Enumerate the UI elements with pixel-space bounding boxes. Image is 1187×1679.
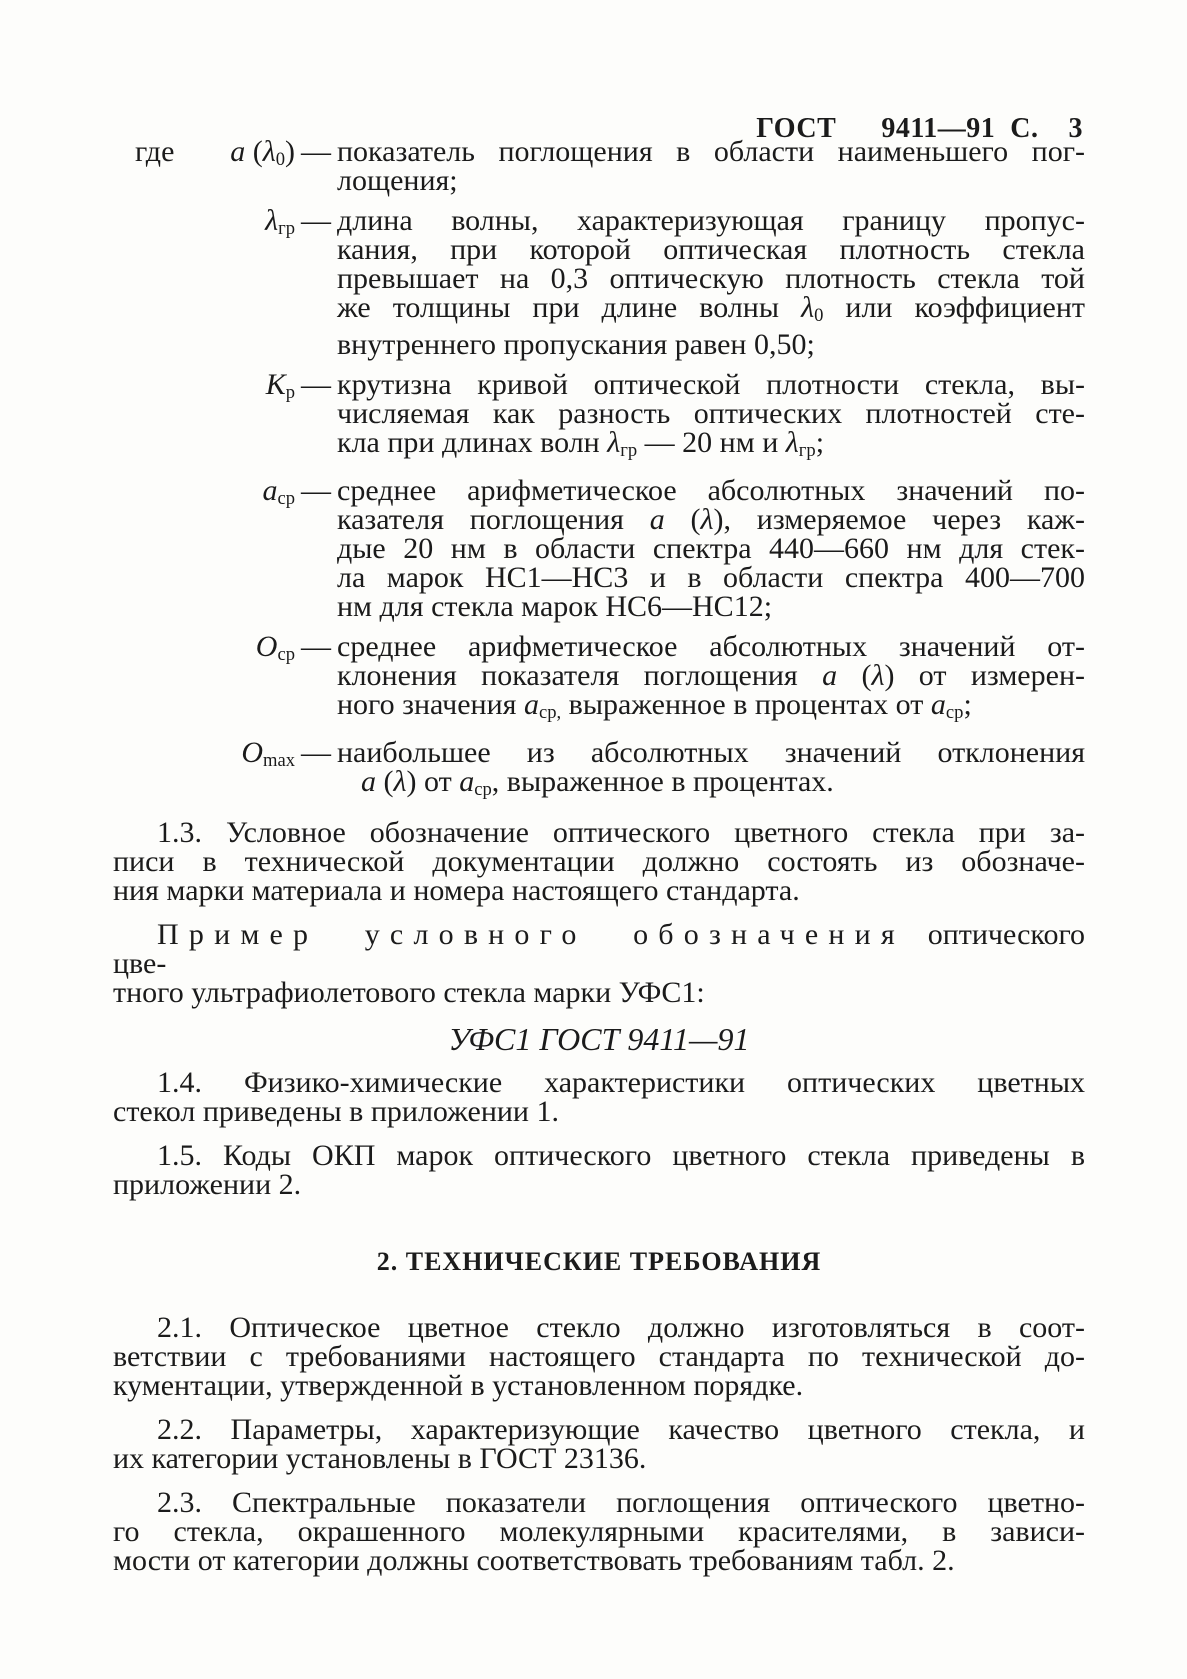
text-line bbox=[113, 1413, 1085, 1447]
definition-symbol bbox=[113, 476, 295, 621]
text-line bbox=[337, 137, 1085, 166]
text-line bbox=[337, 690, 1085, 727]
text-line bbox=[337, 503, 1086, 537]
definition-symbol bbox=[113, 370, 295, 465]
text-line bbox=[337, 206, 1085, 235]
definition-text bbox=[337, 204, 1085, 362]
text-segment: гр bbox=[278, 218, 295, 240]
definition-dash: — bbox=[301, 204, 331, 237]
text-line bbox=[337, 474, 1085, 508]
text-segment: , выраженное в процентах. bbox=[491, 765, 834, 799]
paragraph bbox=[113, 816, 1085, 908]
text-segment: писи в технической документации должно состоять из обозначе- bbox=[113, 845, 1085, 879]
text-segment: числяемая как разность оптических плотностей сте- bbox=[337, 397, 1085, 431]
text-line bbox=[337, 590, 1085, 624]
definition-item bbox=[113, 137, 1085, 195]
text-segment: 1.4. Физико-химические характеристики оптических цветных bbox=[157, 1066, 1085, 1100]
paragraph bbox=[113, 1486, 1085, 1578]
text-segment: а bbox=[459, 765, 475, 799]
text-segment: ср bbox=[277, 488, 295, 510]
text-line bbox=[337, 630, 1085, 664]
text-line bbox=[337, 659, 1085, 693]
text-segment: тного ультрафиолетового стекла марки УФС1: bbox=[113, 976, 705, 1010]
definition-text bbox=[337, 137, 1085, 195]
definition-text bbox=[337, 474, 1086, 624]
definition-dash: — bbox=[301, 368, 331, 402]
text-segment: ) bbox=[285, 135, 295, 168]
definition-dash: — bbox=[301, 630, 331, 664]
text-segment: 2. ТЕХНИЧЕСКИЕ ТРЕБОВАНИЯ bbox=[376, 1247, 822, 1277]
text-segment: λ bbox=[785, 426, 799, 460]
text-line bbox=[113, 1095, 1085, 1129]
text-segment: длина волны, характеризующая границу пропус- bbox=[337, 204, 1085, 237]
paragraph bbox=[113, 1139, 1085, 1202]
text-segment: ср, bbox=[538, 702, 562, 724]
text-segment: кла при длинах волн bbox=[337, 426, 608, 460]
text-segment: дые 20 нм в области спектра 440—660 нм для стек- bbox=[337, 532, 1085, 566]
definition-item bbox=[113, 738, 1085, 804]
text-line bbox=[337, 428, 1085, 465]
text-line bbox=[113, 816, 1085, 850]
text-segment: превышает на 0,3 оптическую плотность стекла той bbox=[337, 262, 1085, 295]
text-segment: ла марок НС1—НС3 и в области спектра 400—700 bbox=[337, 561, 1085, 595]
text-segment: λ bbox=[265, 204, 279, 237]
text-line bbox=[337, 328, 1085, 362]
text-segment: кания, при которой оптическая плотность стекла bbox=[337, 233, 1085, 266]
text-segment: мости от категории должны соответствовать требованиям табл. 2. bbox=[113, 1544, 955, 1578]
text-line bbox=[113, 845, 1085, 879]
text-line bbox=[337, 736, 1085, 770]
section-heading bbox=[113, 1247, 1085, 1277]
text-segment: λ bbox=[393, 765, 407, 799]
definition-text bbox=[337, 370, 1085, 465]
text-segment: оптического цве- bbox=[113, 918, 1086, 981]
definition-dash: — bbox=[301, 135, 331, 168]
text-segment: среднее арифметическое абсолютных значений по- bbox=[337, 474, 1085, 508]
text-segment: ), измеряемое через каж- bbox=[713, 503, 1086, 537]
symbol bbox=[230, 137, 295, 174]
text-segment: а bbox=[649, 503, 665, 537]
definition-text bbox=[337, 632, 1085, 727]
text-line bbox=[337, 532, 1085, 566]
text-segment: гр bbox=[620, 440, 638, 462]
definition-symbol bbox=[113, 137, 295, 195]
text-segment: 0 bbox=[814, 305, 824, 327]
text-line bbox=[113, 1544, 1085, 1578]
text-line bbox=[113, 1311, 1085, 1345]
text-segment: среднее арифметическое абсолютных значений от- bbox=[337, 630, 1085, 664]
text-segment: нм для стекла марок НС6—НС12; bbox=[337, 590, 773, 624]
text-segment: λ bbox=[801, 291, 815, 324]
text-segment: ( bbox=[376, 765, 394, 799]
text-segment: го стекла, окрашенного молекулярными красителями, в зависи- bbox=[113, 1515, 1085, 1549]
text-segment: λ bbox=[262, 135, 276, 168]
text-segment: выраженное в процентах от bbox=[561, 688, 931, 722]
text-segment: ( bbox=[837, 659, 872, 693]
text-line bbox=[337, 397, 1085, 431]
text-segment: ного значения bbox=[337, 688, 524, 722]
text-line bbox=[113, 874, 1085, 908]
text-line bbox=[337, 264, 1085, 293]
text-segment: или коэффициент bbox=[823, 291, 1085, 324]
text-segment: клонения показателя поглощения bbox=[337, 659, 823, 693]
text-line bbox=[113, 918, 1086, 981]
symbol bbox=[265, 206, 295, 243]
text-line bbox=[113, 1066, 1085, 1100]
text-line bbox=[113, 1486, 1085, 1520]
text-line bbox=[113, 1369, 1085, 1403]
text-segment: 2.1. Оптическое цветное стекло должно изготовляться в соот- bbox=[157, 1311, 1085, 1345]
text-segment: казателя поглощения bbox=[337, 503, 650, 537]
text-segment: К bbox=[265, 368, 286, 402]
definition-list bbox=[113, 137, 1085, 804]
text-segment: р bbox=[285, 382, 295, 404]
text-line bbox=[337, 235, 1085, 264]
page-content bbox=[113, 137, 1085, 1590]
text-segment: λ bbox=[700, 503, 714, 537]
text-segment: ветствии с требованиями настоящего стандарта по технической до- bbox=[113, 1340, 1085, 1374]
text-segment: λ bbox=[871, 659, 885, 693]
definition-dash: — bbox=[301, 736, 331, 770]
paragraph bbox=[113, 1066, 1085, 1129]
text-segment: внутреннего пропускания равен 0,50; bbox=[337, 328, 815, 362]
text-segment: ) от измерен- bbox=[884, 659, 1085, 693]
text-segment: ( bbox=[245, 135, 263, 168]
text-segment: — 20 нм и bbox=[637, 426, 786, 460]
text-segment: λ bbox=[607, 426, 621, 460]
definition-dash: — bbox=[301, 474, 331, 508]
symbol bbox=[241, 738, 295, 775]
text-segment: приложении 2. bbox=[113, 1168, 302, 1202]
text-segment: ; bbox=[963, 688, 972, 722]
text-segment: лощения; bbox=[337, 164, 458, 197]
text-line bbox=[337, 293, 1085, 330]
text-segment: а bbox=[930, 688, 946, 722]
text-segment: показатель поглощения в области наименьшего пог- bbox=[337, 135, 1085, 168]
text-segment: ср bbox=[474, 779, 492, 801]
text-segment: кументации, утвержденной в установленном порядке. bbox=[113, 1369, 804, 1403]
text-line bbox=[113, 1340, 1085, 1374]
text-segment: ( bbox=[664, 503, 701, 537]
text-segment: УФС1 ГОСТ 9411—91 bbox=[448, 1021, 750, 1058]
text-segment: крутизна кривой оптической плотности стекла, вы- bbox=[337, 368, 1085, 402]
paragraph bbox=[113, 1311, 1085, 1403]
definition-text bbox=[337, 738, 1085, 804]
symbol bbox=[262, 476, 295, 513]
text-line bbox=[337, 767, 1085, 804]
text-segment: 1.3. Условное обозначение оптического цветного стекла при за- bbox=[157, 816, 1085, 850]
text-segment: ср bbox=[945, 702, 964, 724]
text-line bbox=[337, 368, 1085, 402]
text-segment: а bbox=[230, 135, 246, 168]
text-segment: ния марки материала и номера настоящего стандарта. bbox=[113, 874, 800, 908]
text-segment: стекол приведены в приложении 1. bbox=[113, 1095, 559, 1129]
definition-item bbox=[113, 204, 1085, 362]
definition-symbol bbox=[113, 632, 295, 727]
definition-item bbox=[113, 370, 1085, 465]
text-segment: ср bbox=[277, 644, 295, 666]
designation-example bbox=[113, 1022, 1085, 1056]
text-segment: max bbox=[262, 750, 295, 772]
definition-symbol bbox=[113, 206, 295, 359]
text-line bbox=[113, 1442, 1085, 1476]
text-line bbox=[113, 1168, 1085, 1202]
header-doc-ref: ГОСТ 9411—91 С. 3 bbox=[756, 113, 1083, 144]
text-line bbox=[113, 976, 1085, 1010]
text-line bbox=[113, 1139, 1085, 1173]
text-segment: 1.5. Коды ОКП марок оптического цветного стекла приведены в bbox=[157, 1139, 1085, 1173]
text-segment: 0 bbox=[275, 149, 285, 171]
text-segment: 2.3. Спектральные показатели поглощения оптического цветно- bbox=[157, 1486, 1085, 1520]
text-segment: Пример условного обозначения bbox=[157, 918, 905, 952]
definition-lead-word: где bbox=[135, 135, 175, 168]
text-segment: наибольшее из абсолютных значений отклонения bbox=[337, 736, 1085, 770]
text-segment: а bbox=[262, 474, 278, 508]
symbol bbox=[256, 632, 295, 669]
text-segment: ; bbox=[815, 426, 825, 460]
text-segment: а bbox=[822, 659, 838, 693]
text-segment: ) от bbox=[406, 765, 460, 799]
paragraph bbox=[113, 1413, 1085, 1476]
text-segment: их категории установлены в ГОСТ 23136. bbox=[113, 1442, 647, 1476]
definition-item bbox=[113, 632, 1085, 727]
text-segment: же толщины при длине волны bbox=[337, 291, 802, 324]
text-segment: гр bbox=[798, 440, 816, 462]
text-segment: О bbox=[255, 630, 278, 664]
text-line bbox=[337, 561, 1085, 595]
definition-item bbox=[113, 474, 1086, 624]
text-segment: 2.2. Параметры, характеризующие качество цветного стекла, и bbox=[157, 1413, 1085, 1447]
definition-symbol bbox=[113, 738, 295, 804]
text-line bbox=[337, 166, 1085, 195]
text-segment: а bbox=[361, 765, 376, 799]
symbol bbox=[266, 370, 295, 407]
text-segment: О bbox=[241, 736, 263, 770]
paragraph bbox=[113, 918, 1086, 1010]
text-segment: а bbox=[523, 688, 539, 722]
text-line bbox=[113, 1515, 1085, 1549]
